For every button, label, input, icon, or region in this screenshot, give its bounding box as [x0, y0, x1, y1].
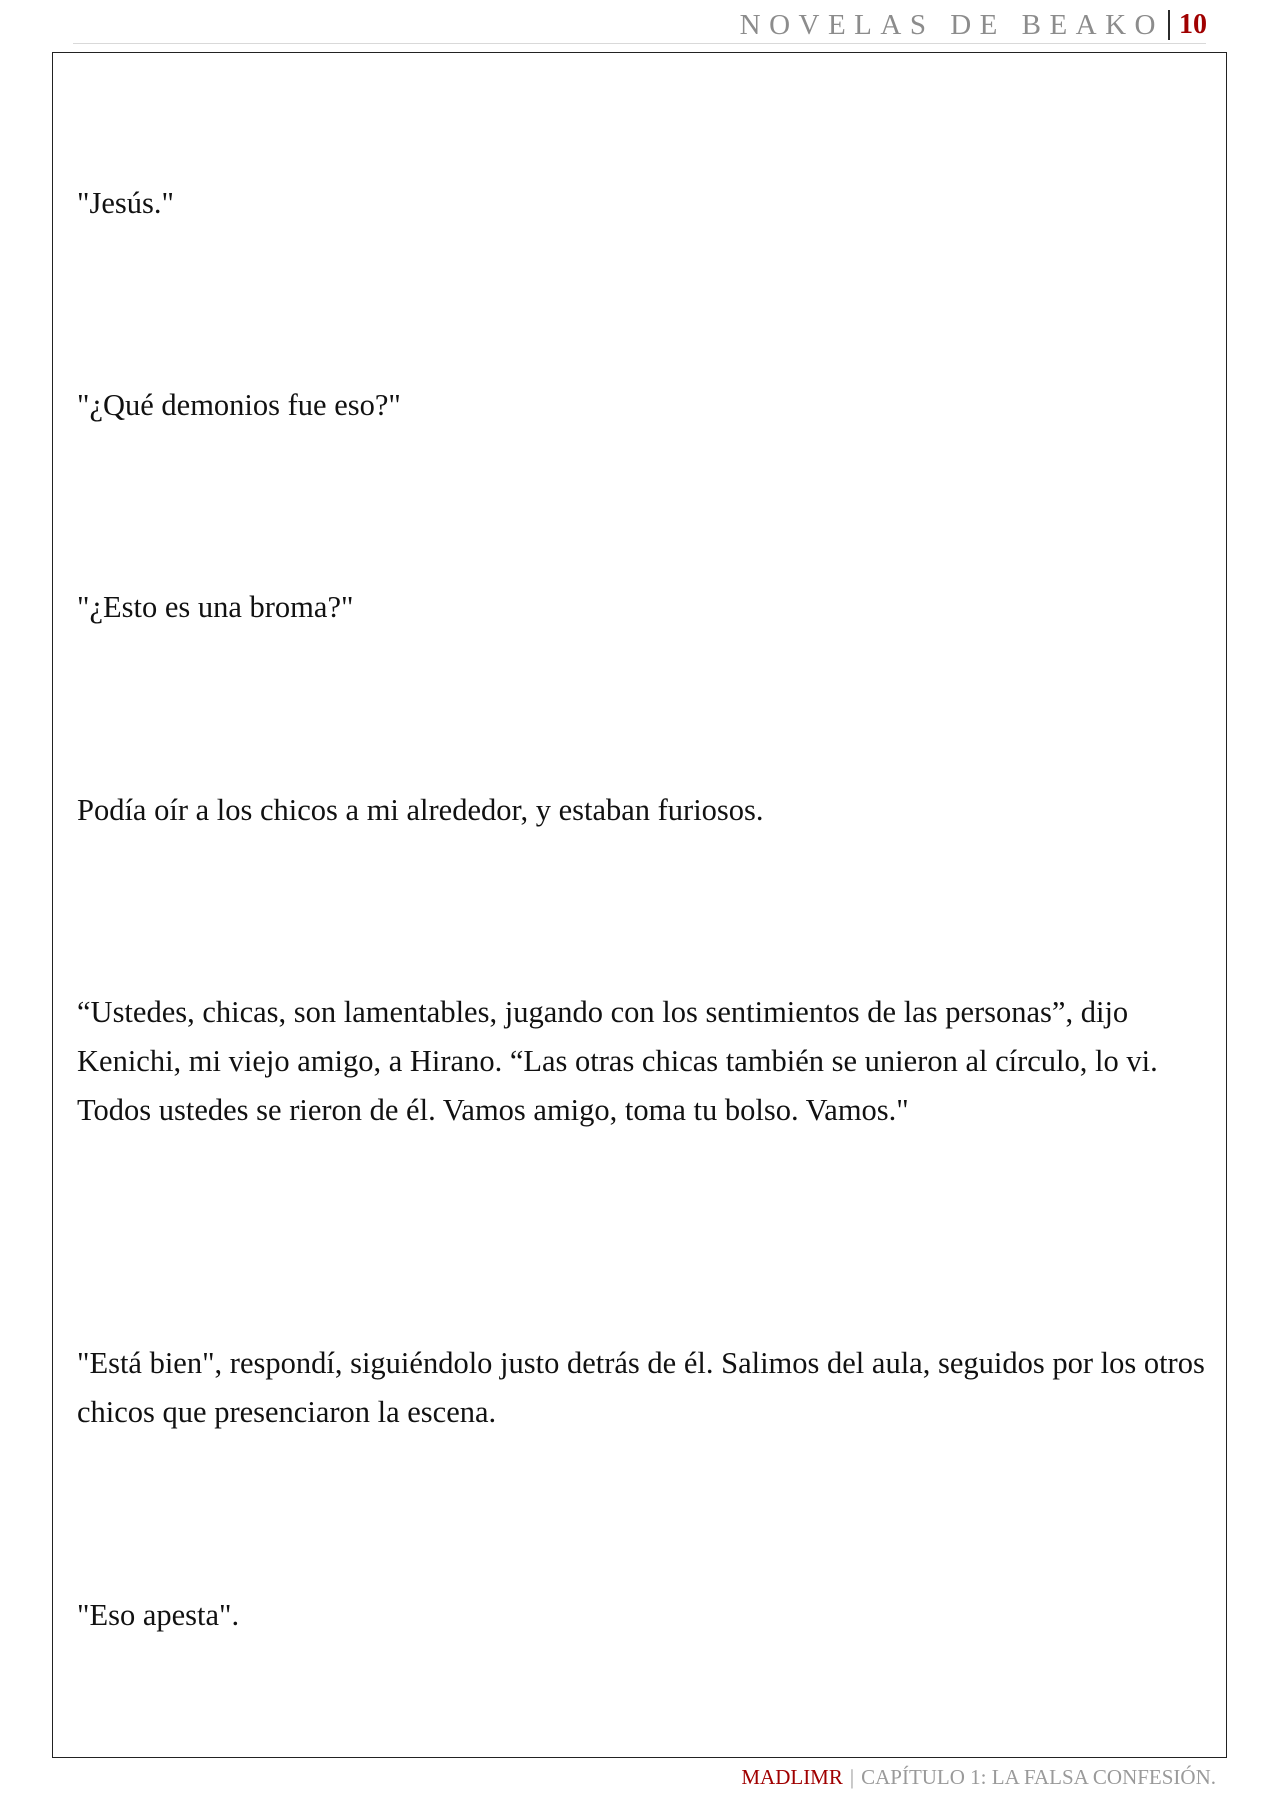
- book-title: NOVELAS DE BEAKO: [739, 8, 1164, 41]
- page-header: [740, 6, 1207, 44]
- paragraph-1: "Jesús.": [77, 186, 174, 220]
- footer-divider: |: [849, 1765, 855, 1789]
- header-rule: [73, 43, 1206, 44]
- page-number: 10: [1179, 9, 1207, 40]
- paragraph-3: "¿Esto es una broma?": [77, 590, 354, 624]
- paragraph-7: "Eso apesta".: [77, 1598, 240, 1632]
- page-frame: [52, 52, 1227, 1758]
- paragraph-4: Podía oír a los chicos a mi alrededor, y estaban furiosos.: [77, 793, 764, 827]
- footer-chapter-title: CAPÍTULO 1: LA FALSA CONFESIÓN.: [861, 1765, 1216, 1789]
- header-divider: [1168, 10, 1170, 40]
- paragraph-2: "¿Qué demonios fue eso?": [77, 388, 401, 422]
- paragraph-5: “Ustedes, chicas, son lamentables, jugando con los sentimientos de las personas”, dijo Kenichi, mi viejo amigo, a Hirano. “Las otras chicas también se unieron al círculo, lo vi. Todos ustedes se rieron de él. Vamos amigo, toma tu bolso. Vamos.": [77, 995, 1158, 1127]
- page-footer: [741, 1765, 1216, 1790]
- paragraph-6: "Está bien", respondí, siguiéndolo justo detrás de él. Salimos del aula, seguidos por los otros chicos que presenciaron la escena.: [77, 1346, 1205, 1429]
- footer-author: MADLIMR: [741, 1765, 843, 1789]
